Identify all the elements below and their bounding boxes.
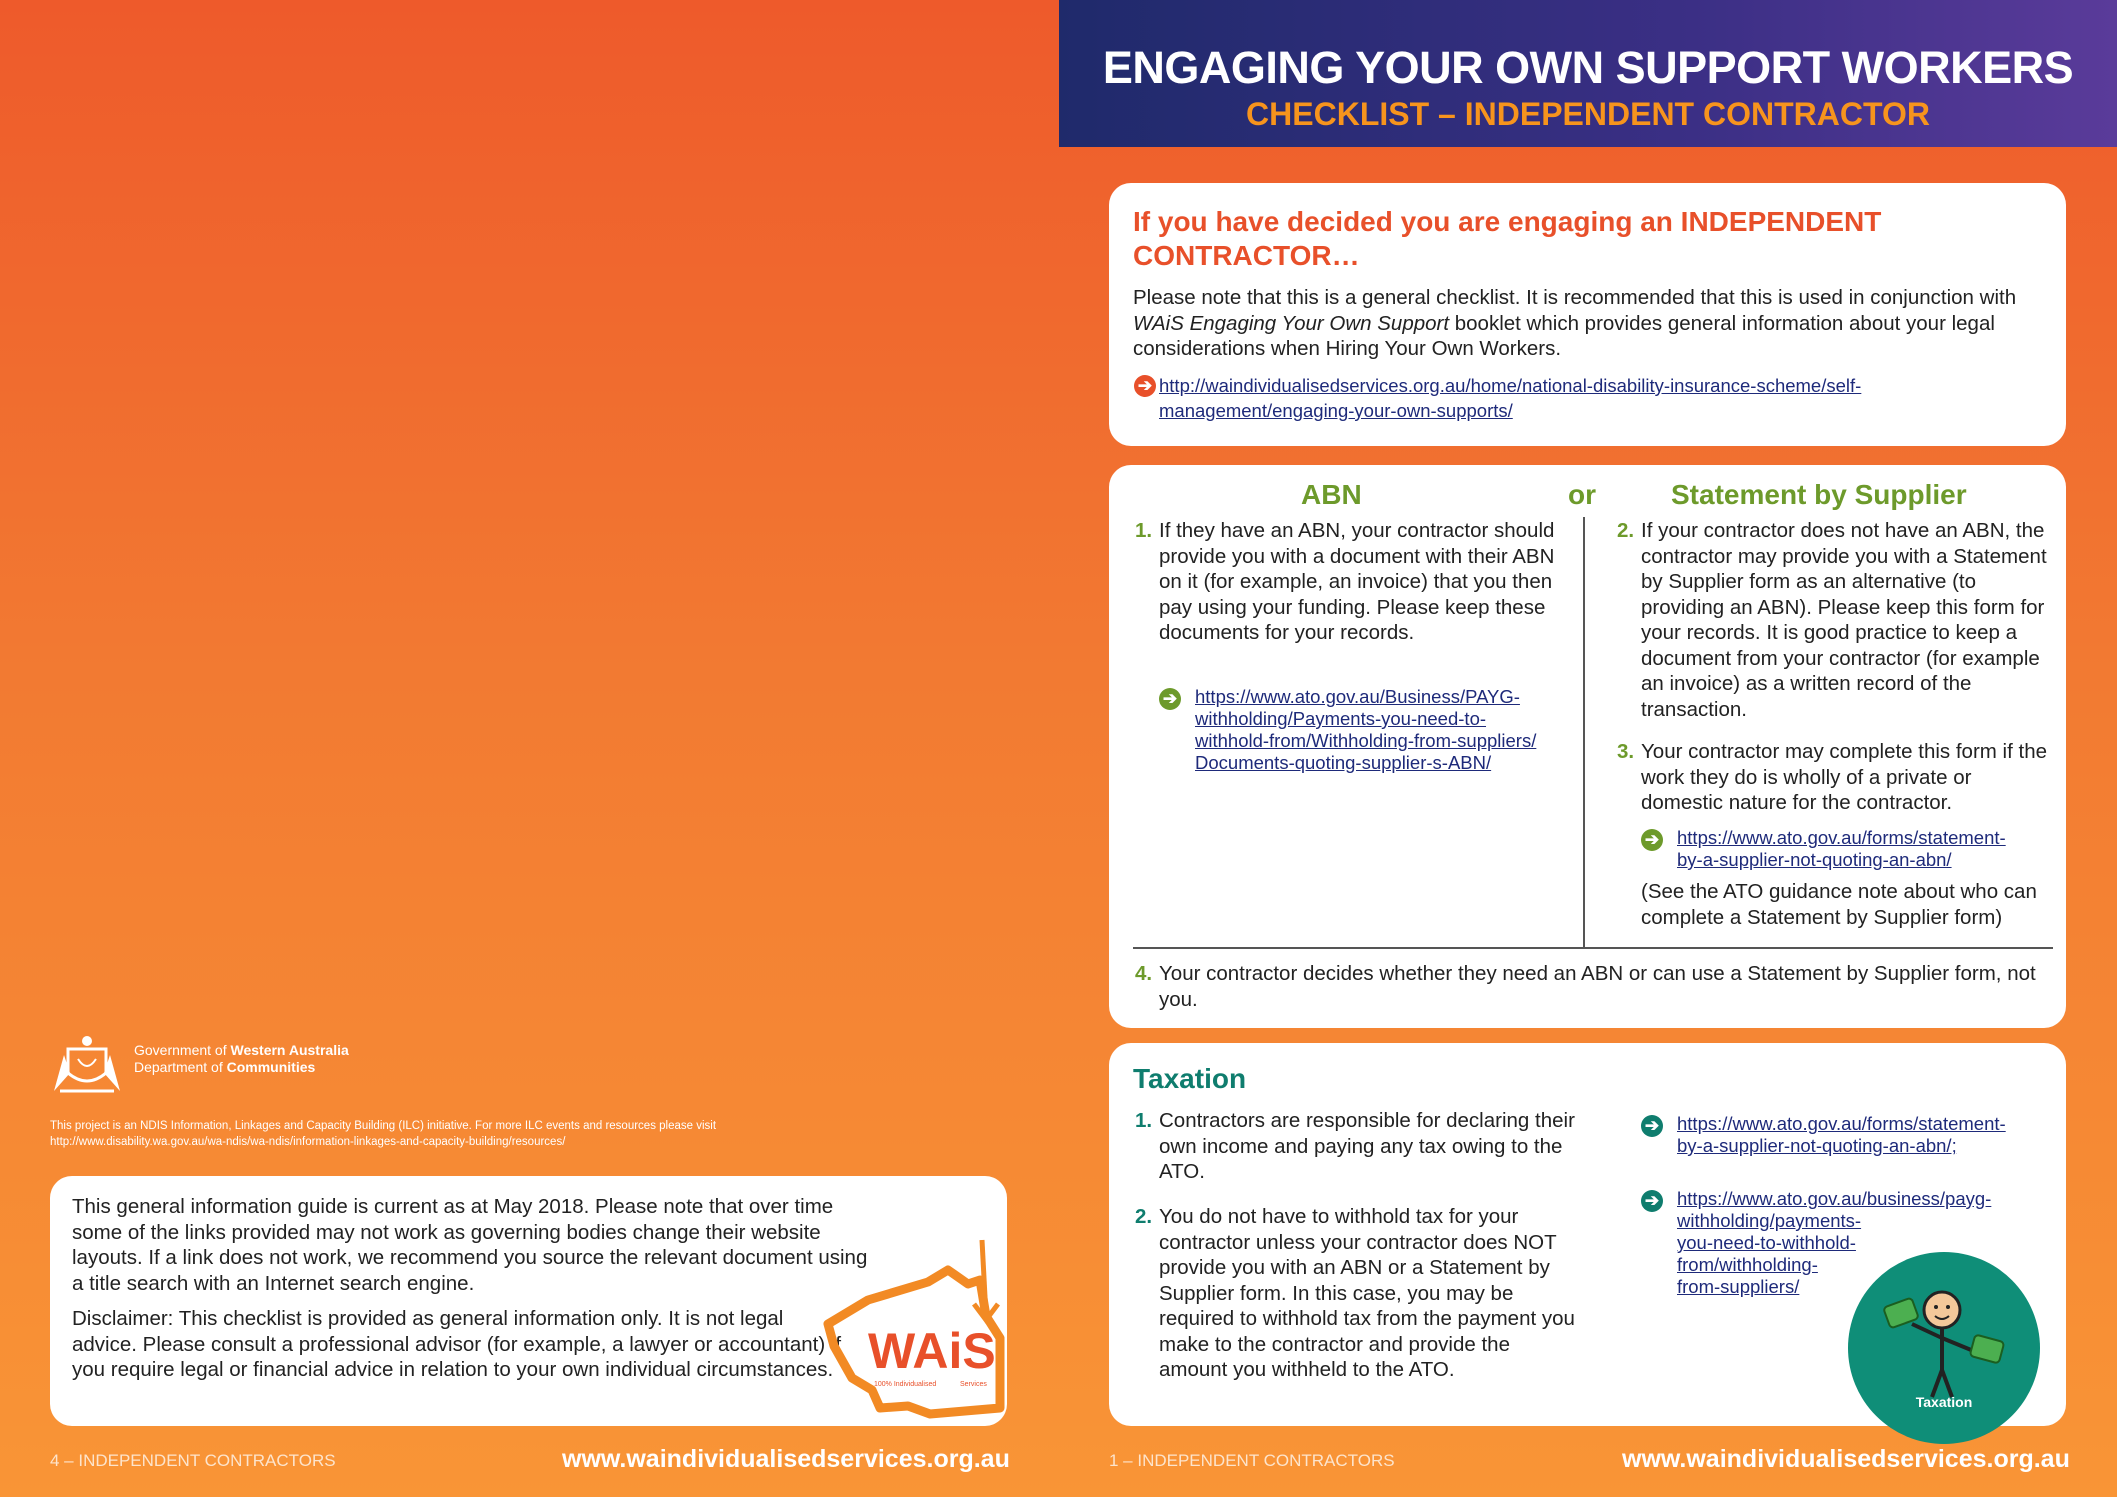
link-line: you-need-to-withhold- (1677, 1232, 1856, 1253)
intro-body-text-end: booklet which provides general information about your legal considerations when Hiring Your Own Workers. (1133, 311, 1995, 360)
item-text: If your contractor does not have an ABN, the contractor may provide you with a Statement by Supplier form as an alternative (to providing an ABN). Please keep this form for your records. It is good practice to keep a document from your contractor (for example an invoice) as a written record of the transaction. (1641, 519, 2047, 721)
intro-body (1133, 285, 2043, 362)
government-text (134, 1042, 434, 1076)
taxation-icon-label: Taxation (1915, 1394, 1973, 1410)
section-divider (1133, 947, 2053, 949)
page-header (1059, 0, 2117, 147)
coat-of-arms-icon (50, 1033, 124, 1093)
sbs-item-3 (1617, 739, 2056, 816)
tax-item-1 (1135, 1108, 1579, 1185)
item-number: 2. (1135, 1205, 1153, 1228)
left-website-link[interactable]: www.waindividualisedservices.org.au (562, 1445, 1010, 1473)
item-text: Your contractor may complete this form if the work they do is wholly of a private or domestic nature for the contractor. (1641, 740, 2047, 814)
govt-line1: Government of (134, 1042, 231, 1058)
taxation-heading: Taxation (1133, 1063, 1247, 1094)
svg-text:100% Individualised: 100% Individualised (874, 1381, 937, 1388)
taxation-icon (1848, 1252, 2040, 1444)
item-number: 2. (1617, 519, 1635, 542)
abn-card (1109, 465, 2066, 1028)
abn-heading: ABN (1301, 479, 1362, 510)
link-line: Documents-quoting-supplier-s-ABN/ (1195, 752, 1492, 773)
sbs-item-2 (1617, 518, 2056, 722)
intro-body-text: Please note that this is a general checklist. It is recommended that this is used in conjunction with (1133, 286, 2017, 309)
tax-link-1-row (1644, 1113, 2057, 1157)
currency-note: This general information guide is current as at May 2018. Please note that over time some of the links provided may not work as governing bodies change their website layouts. If a link does not work, we recommend you source the relevant document using a title search with an Internet search engine. (72, 1195, 868, 1295)
statement-by-supplier-heading: Statement by Supplier (1671, 479, 1967, 510)
abn-item-4 (1135, 961, 2039, 1012)
ato-payg-suppliers-link[interactable] (1195, 686, 1536, 773)
govt-line1-bold: Western Australia (230, 1042, 349, 1058)
or-heading: or (1568, 479, 1596, 510)
page-subtitle: CHECKLIST – INDEPENDENT CONTRACTOR (1246, 96, 1930, 132)
link-line: by-a-supplier-not-quoting-an-abn/ (1677, 849, 1952, 870)
item-number: 3. (1617, 740, 1635, 763)
wais-logo (810, 1228, 1050, 1424)
arrow-right-icon: ➔ (1134, 375, 1156, 397)
item-text: If they have an ABN, your contractor should provide you with a document with their ABN on it (for example, an invoice) that you then pay using your funding. Please keep these documents for your records. (1159, 519, 1555, 644)
tax-item-2 (1135, 1204, 1579, 1383)
link-line: withhold-from/Withholding-from-suppliers/ (1195, 730, 1537, 751)
intro-title: If you have decided you are engaging an INDEPENDENT CONTRACTOR… (1133, 206, 1882, 271)
item-number: 1. (1135, 519, 1153, 542)
govt-line2-bold: Communities (226, 1059, 316, 1075)
ilc-note (50, 1118, 800, 1150)
sbs-link-row (1644, 827, 2057, 871)
item-text: You do not have to withhold tax for your contractor unless your contractor does NOT provide you with an ABN or a Statement by Supplier form. In this case, you may be required to withhold tax from the payment you make to the contractor and provide the amount you withheld to the ATO. (1159, 1205, 1575, 1381)
sbs-note: (See the ATO guidance note about who can complete a Statement by Supplier form) (1641, 880, 2037, 929)
item-text: Contractors are responsible for declaring their own income and paying any tax owing to the ATO. (1159, 1109, 1575, 1183)
svg-text:WAiS: WAiS (868, 1323, 996, 1379)
link-line: withholding/Payments-you-need-to- (1195, 708, 1487, 729)
disclaimer-text: Disclaimer: This checklist is provided as general information only. It is not legal advice. Please consult a professional advisor (for example, a lawyer or accountant) if you require legal or financial advice in relation to your own individual circumstances. (72, 1307, 842, 1381)
abn-item-1 (1135, 518, 1559, 646)
link-line: by-a-supplier-not-quoting-an-abn/; (1677, 1135, 1957, 1156)
column-divider (1583, 517, 1585, 947)
link-line: from/withholding- (1677, 1254, 1818, 1275)
self-management-link[interactable] (1159, 375, 1861, 421)
ilc-note-url: http://www.disability.wa.gov.au/wa-ndis/wa-ndis/information-linkages-and-capacity-building/resources/ (50, 1136, 566, 1148)
link-line: https://www.ato.gov.au/Business/PAYG- (1195, 686, 1520, 707)
disclaimer-card (50, 1176, 1007, 1426)
arrow-right-icon: ➔ (1641, 1115, 1663, 1137)
item-number: 4. (1135, 962, 1153, 985)
svg-text:Services: Services (960, 1381, 987, 1388)
intro-link-row (1137, 373, 1959, 423)
ato-statement-link[interactable] (1677, 1113, 2006, 1156)
link-line: management/engaging-your-own-supports/ (1159, 400, 1513, 421)
ilc-note-text: This project is an NDIS Information, Linkages and Capacity Building (ILC) initiative. For more ILC events and resources please visit (50, 1120, 717, 1132)
arrow-right-icon: ➔ (1641, 829, 1663, 851)
person-with-money-icon (1848, 1252, 2040, 1444)
right-website-link[interactable]: www.waindividualisedservices.org.au (1622, 1445, 2070, 1473)
link-line: https://www.ato.gov.au/business/payg- (1677, 1188, 1992, 1209)
booklet-title: WAiS Engaging Your Own Support (1133, 311, 1450, 335)
page-title: ENGAGING YOUR OWN SUPPORT WORKERS (1102, 42, 2074, 93)
link-line: http://waindividualisedservices.org.au/home/national-disability-insurance-scheme/self- (1159, 375, 1862, 396)
ato-statement-by-supplier-link[interactable] (1677, 827, 2006, 870)
link-line: https://www.ato.gov.au/forms/statement- (1677, 827, 2006, 848)
item-number: 1. (1135, 1109, 1153, 1132)
arrow-right-icon: ➔ (1159, 688, 1181, 710)
link-line: from-suppliers/ (1677, 1276, 1800, 1297)
arrow-right-icon: ➔ (1641, 1190, 1663, 1212)
left-page-number: 4 – INDEPENDENT CONTRACTORS (50, 1451, 336, 1470)
intro-card (1109, 183, 2066, 446)
link-line: https://www.ato.gov.au/forms/statement- (1677, 1113, 2006, 1134)
taxation-card (1109, 1043, 2066, 1426)
item-text: Your contractor decides whether they need an ABN or can use a Statement by Supplier form, not you. (1159, 962, 2036, 1011)
govt-line2: Department of (134, 1059, 227, 1075)
abn-link-row (1162, 686, 1575, 774)
link-line: withholding/payments- (1677, 1210, 1862, 1231)
right-page-number: 1 – INDEPENDENT CONTRACTORS (1109, 1451, 1395, 1470)
